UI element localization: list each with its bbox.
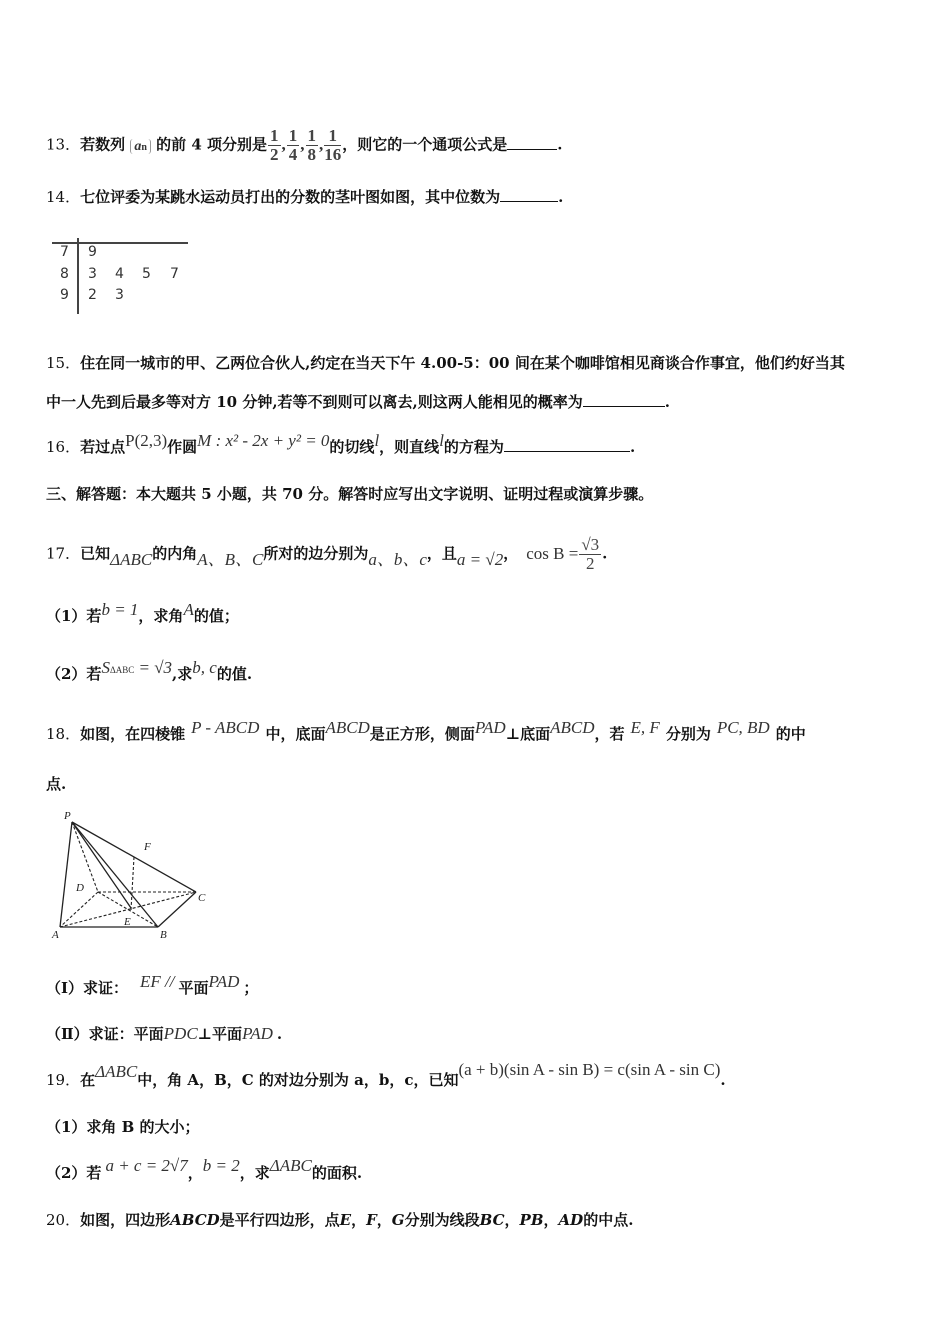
q20-pb: PB bbox=[519, 1211, 544, 1229]
q13-text-1: 若数列 bbox=[80, 135, 126, 154]
q20-e: E bbox=[339, 1211, 352, 1229]
q16-line-l-1: l bbox=[374, 431, 380, 450]
q18-text-4: ⊥底面 bbox=[505, 725, 551, 743]
q16-text-2: 作圆 bbox=[167, 438, 198, 456]
q17-number: 17． bbox=[46, 544, 81, 563]
question-17-part-2 bbox=[46, 658, 253, 686]
question-13 bbox=[46, 127, 563, 164]
q16-line-l-2: l bbox=[439, 431, 444, 450]
q17-p1-text: ，求角 bbox=[138, 607, 184, 625]
q20-abcd: ABCD bbox=[170, 1211, 220, 1229]
q17-triangle: ΔABC bbox=[110, 549, 153, 569]
q19-p2-eq-1: a + c = 2√7 bbox=[105, 1156, 188, 1175]
q18-p1-plane: PAD bbox=[208, 972, 240, 991]
q16-answer-blank[interactable] bbox=[504, 437, 630, 452]
leaf: 2 bbox=[88, 287, 97, 303]
q19-p2-end: 的面积. bbox=[311, 1164, 363, 1182]
q16-circle-eq: M : x² - 2x + y² = 0 bbox=[197, 431, 330, 450]
q20-ad: AD bbox=[558, 1211, 584, 1229]
q17-a-eq: a = √2 bbox=[456, 549, 504, 569]
q18-p2-plane-a: PDC bbox=[163, 1024, 198, 1043]
q17-text-3: 所对的边分别为 bbox=[263, 544, 369, 563]
q18-p2-plane-b: PAD bbox=[242, 1024, 273, 1043]
question-15-line-1 bbox=[46, 353, 845, 373]
section-3-text: 三、解答题：本大题共 5 小题，共 70 分。解答时应写出文字说明、证明过程或演算步骤。 bbox=[46, 485, 654, 503]
q16-text-3: 的切线 bbox=[329, 438, 375, 456]
q18-number: 18． bbox=[46, 725, 81, 743]
q18-p2-text: ⊥平面 bbox=[197, 1025, 243, 1043]
q18-text-1: 如图，在四棱锥 bbox=[80, 725, 186, 743]
question-20: 20．如图，四边形ABCD是平行四边形，点E，F，G分别为线段BC，PB，AD的中点. bbox=[46, 1211, 634, 1229]
leaf: 5 bbox=[142, 266, 151, 282]
question-17-part-1 bbox=[46, 600, 239, 626]
label-E: E bbox=[124, 916, 131, 928]
question-18-line-2 bbox=[46, 774, 66, 794]
q17-p2-vars: b, c bbox=[192, 658, 217, 677]
q19-p2-text: ，求 bbox=[239, 1164, 270, 1182]
q17-sides: a、b、c bbox=[368, 549, 427, 569]
q13-seq-symbol: a bbox=[134, 138, 142, 154]
q15-answer-blank[interactable] bbox=[583, 392, 665, 407]
q13-fraction-4: $\frac{1}{16}$ bbox=[324, 126, 342, 164]
edge-PA bbox=[60, 822, 72, 927]
q17-angles: A、B、C bbox=[197, 549, 264, 569]
q15-number: 15． bbox=[46, 354, 81, 372]
q17-cos-label: cos B = bbox=[526, 543, 579, 563]
label-D: D bbox=[76, 882, 84, 894]
stem-leaf-plot bbox=[52, 236, 192, 316]
q19-text-1: 在 bbox=[80, 1071, 96, 1089]
q18-ef: E, F bbox=[630, 718, 660, 737]
q15-text-1: 住在同一城市的甲、乙两位合伙人,约定在当天下午 4.00-5：00 间在某个咖啡馆相见商谈合作事宜，他们约好当其 bbox=[80, 354, 845, 372]
q20-text-2: 是平行四边形，点 bbox=[219, 1211, 340, 1229]
q16-end: . bbox=[629, 438, 636, 456]
q19-p2-eq-2: b = 2 bbox=[202, 1156, 240, 1175]
q17-p1-label: （1）若 bbox=[46, 607, 102, 625]
q13-fractions: $\frac{1}{2}$ , $\frac{1}{4}$ , $\frac{1}{8}$ , $\frac{1}{16}$ bbox=[270, 126, 342, 164]
stem-leaf-top-rule bbox=[52, 242, 188, 244]
q14-answer-blank[interactable] bbox=[500, 187, 558, 202]
pyramid-figure bbox=[46, 810, 216, 940]
q13-fraction-3: $\frac{1}{8}$ bbox=[307, 126, 317, 164]
q14-text: 七位评委为某跳水运动员打出的分数的茎叶图如图，其中位数为 bbox=[80, 188, 501, 206]
q16-text-1: 若过点 bbox=[80, 438, 126, 456]
q19-p2-label: （2）若 bbox=[46, 1164, 102, 1182]
q17-p1-cond: b = 1 bbox=[101, 600, 139, 619]
q17-p2-end: 的值. bbox=[216, 665, 253, 683]
question-14 bbox=[46, 187, 563, 207]
leaf: 3 bbox=[88, 266, 97, 282]
q20-text-1: 如图，四边形 bbox=[80, 1211, 171, 1229]
q13-text-3: ，则它的一个通项公式是 bbox=[342, 135, 508, 154]
q18-line-2-text: 点. bbox=[46, 775, 67, 793]
q18-p2-end: . bbox=[276, 1025, 283, 1043]
q13-end: . bbox=[557, 135, 563, 154]
q15-end: . bbox=[664, 393, 671, 411]
q18-p2-label: （Ⅱ）求证：平面 bbox=[46, 1025, 164, 1043]
label-F: F bbox=[144, 841, 151, 853]
q14-number: 14． bbox=[46, 188, 81, 206]
q18-base-2: ABCD bbox=[550, 718, 595, 737]
leaf: 3 bbox=[115, 287, 124, 303]
stem-leaf-divider bbox=[77, 238, 79, 314]
question-18-part-2 bbox=[46, 1024, 282, 1044]
q13-fraction-1: $\frac{1}{2}$ bbox=[270, 126, 279, 164]
section-3-heading bbox=[46, 484, 653, 504]
edge-PB bbox=[72, 822, 158, 927]
q20-f: F bbox=[366, 1211, 377, 1229]
q16-point: P(2,3) bbox=[125, 431, 168, 450]
q20-bc: BC bbox=[479, 1211, 505, 1229]
q20-g: G bbox=[391, 1211, 405, 1229]
q18-text-3: 是正方形，侧面 bbox=[369, 725, 475, 743]
question-16 bbox=[46, 431, 636, 457]
q19-equation: (a + b)(sin A - sin B) = c(sin A - sin C) bbox=[458, 1060, 721, 1079]
q17-p2-area: SΔABC = √3 bbox=[101, 658, 173, 677]
label-B: B bbox=[160, 929, 167, 940]
label-A: A bbox=[52, 929, 59, 940]
q18-pyramid: P - ABCD bbox=[191, 718, 260, 737]
leaf: 9 bbox=[88, 244, 97, 260]
q17-p1-var: A bbox=[183, 600, 194, 619]
stem: 7 bbox=[60, 244, 69, 260]
q20-text-3: 分别为线段 bbox=[404, 1211, 480, 1229]
label-P: P bbox=[64, 810, 71, 822]
leaf: 7 bbox=[170, 266, 179, 282]
question-17 bbox=[46, 536, 607, 573]
question-19-part-1 bbox=[46, 1117, 200, 1137]
q16-text-5: 的方程为 bbox=[443, 438, 504, 456]
q19-text-2: 中，角 A，B，C 的对边分别为 a，b，c，已知 bbox=[137, 1071, 459, 1089]
q19-triangle: ΔABC bbox=[95, 1062, 138, 1081]
q17-text-4: ，且 bbox=[426, 544, 457, 563]
q16-text-4: ，则直线 bbox=[379, 438, 440, 456]
q18-text-5: ，若 bbox=[594, 725, 625, 743]
stem: 8 bbox=[60, 266, 69, 282]
q18-text-7: 的中 bbox=[775, 725, 806, 743]
segment-EF bbox=[131, 857, 134, 910]
q13-sequence bbox=[130, 139, 151, 154]
edge-DA bbox=[60, 892, 98, 927]
q13-text-2: 的前 4 项分别是 bbox=[156, 135, 268, 154]
q19-number: 19． bbox=[46, 1071, 81, 1089]
question-18 bbox=[46, 718, 806, 744]
q13-answer-blank[interactable] bbox=[507, 135, 557, 150]
q18-side: PAD bbox=[474, 718, 506, 737]
q19-end: . bbox=[720, 1071, 726, 1089]
q18-p1-end: ； bbox=[243, 979, 259, 997]
q18-p1-label: （Ⅰ）求证： bbox=[46, 979, 129, 997]
edge-PE bbox=[72, 822, 131, 908]
q15-text-2: 中一人先到后最多等对方 10 分钟,若等不到则可以离去,则这两人能相见的概率为 bbox=[46, 393, 583, 411]
label-C: C bbox=[198, 892, 206, 904]
q19-p1-text: （1）求角 B 的大小； bbox=[46, 1118, 200, 1136]
q18-p1-math: EF // bbox=[140, 972, 175, 991]
q20-text-4: 的中点. bbox=[583, 1211, 634, 1229]
q18-midpoints: PC, BD bbox=[716, 718, 770, 737]
question-19-part-2 bbox=[46, 1156, 363, 1183]
q13-seq-sub: n bbox=[141, 141, 147, 153]
q17-text-2: 的内角 bbox=[152, 544, 198, 563]
q19-p2-sep: ， bbox=[187, 1164, 203, 1182]
q13-number: 13． bbox=[46, 135, 81, 154]
question-19 bbox=[46, 1060, 726, 1090]
stem: 9 bbox=[60, 287, 69, 303]
q13-fraction-2: $\frac{1}{4}$ bbox=[288, 126, 298, 164]
leaf: 4 bbox=[115, 266, 124, 282]
q17-p2-label: （2）若 bbox=[46, 665, 102, 683]
q17-text-5: ， bbox=[503, 544, 519, 563]
q18-p1-text: 平面 bbox=[178, 979, 209, 997]
q19-p2-triangle: ΔABC bbox=[269, 1156, 312, 1175]
q18-text-2: 中，底面 bbox=[265, 725, 326, 743]
q20-number: 20． bbox=[46, 1211, 81, 1229]
q17-p2-text: ,求 bbox=[172, 665, 193, 683]
q17-text-1: 已知 bbox=[80, 544, 111, 563]
question-18-part-1 bbox=[46, 972, 259, 998]
q17-p1-end: 的值； bbox=[193, 607, 239, 625]
q18-base: ABCD bbox=[325, 718, 370, 737]
q14-end: . bbox=[558, 188, 564, 206]
q17-cos-fraction: $\frac{√3}{2}$ bbox=[581, 535, 600, 573]
q18-text-6: 分别为 bbox=[665, 725, 711, 743]
q16-number: 16． bbox=[46, 438, 81, 456]
q17-end: . bbox=[602, 544, 608, 563]
question-15-line-2 bbox=[46, 392, 670, 412]
